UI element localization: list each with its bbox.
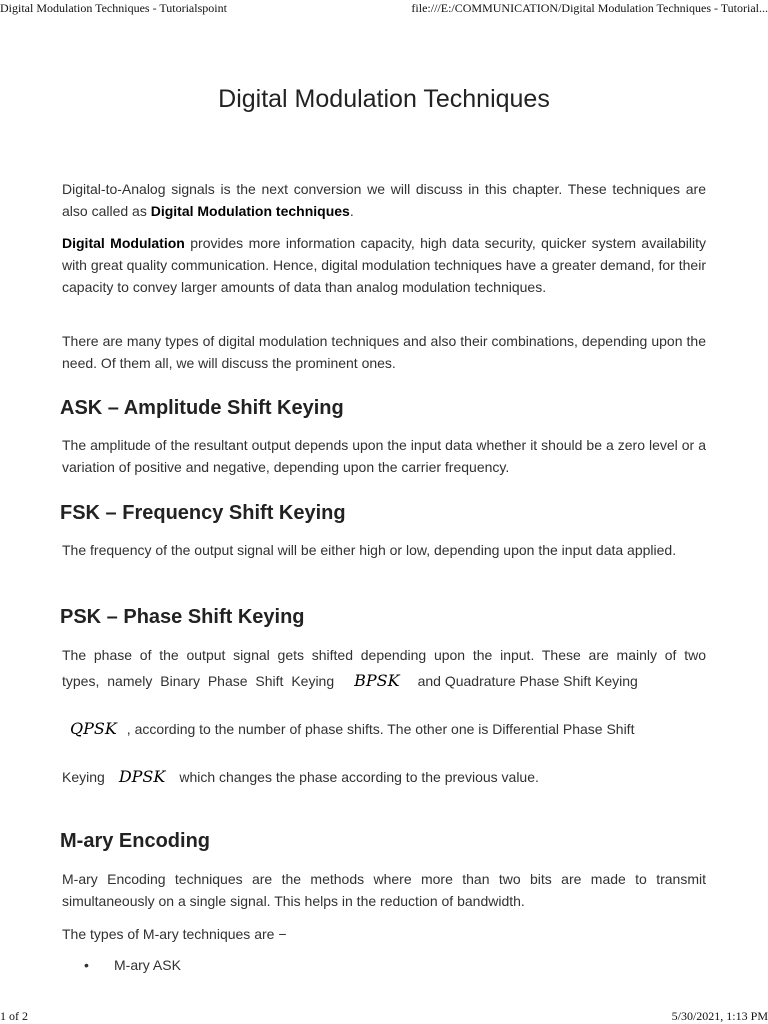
print-header-file-path: file:///E:/COMMUNICATION/Digital Modulation Techniques - Tutorial... [411,1,768,15]
intro-p1-text: Digital-to-Analog signals is the next conversion we will discuss in this chapter. These techniques are also called as [62,181,706,219]
print-header-title: Digital Modulation Techniques - Tutorialspoint [0,1,227,15]
print-footer-timestamp: 5/30/2021, 1:13 PM [671,1009,768,1023]
psk-line2-text-b: and Quadrature Phase Shift Keying [417,673,638,689]
intro-p1-end: . [349,203,354,219]
math-dpsk: DPSK [118,767,166,786]
mary-text: M-ary Encoding techniques are the methods where more than two bits are made to transmit simultaneously on a single signal. This helps in the reduction of bandwidth. [62,871,706,909]
math-qpsk: QPSK [70,719,117,738]
intro-p2-text: provides more information capacity, high data security, quicker system availability with great quality communication. Hence, digital modulation techniques have a greater demand, for their capacity to convey larger amounts of data than analog modulation techniques. [62,235,707,295]
psk-line1-text: The phase of the output signal gets shifted depending upon the input. These are mainly of two [62,647,706,663]
fsk-text: The frequency of the output signal will be either high or low, depending upon the input data applied. [62,542,677,558]
intro-p2-bold: Digital Modulation [62,235,185,251]
intro-paragraph-2 [62,232,706,298]
psk-line2-text-a: types, namely Binary Phase Shift Keying [62,673,335,689]
bullet-icon: • [84,957,89,973]
intro-paragraph-1 [62,178,706,222]
mary-types-intro-text: The types of M-ary techniques are − [62,926,287,942]
psk-line-4 [62,767,706,786]
page-title: Digital Modulation Techniques [218,85,550,113]
psk-heading: PSK – Phase Shift Keying [60,606,305,628]
fsk-heading: FSK – Frequency Shift Keying [60,502,346,524]
psk-line3-text-b: , according to the number of phase shifts. The other one is Differential Phase Shift [126,721,635,737]
ask-paragraph [62,434,706,478]
print-footer [0,1009,768,1024]
mary-types-intro [62,923,706,945]
ask-text: The amplitude of the resultant output depends upon the input data whether it should be a zero level or a variation of positive and negative, depending upon the carrier frequency. [62,437,706,475]
psk-line4-text-b: which changes the phase according to the previous value. [179,769,539,785]
fsk-paragraph [62,539,706,561]
intro-p1-bold: Digital Modulation techniques [150,203,350,219]
print-header [0,1,768,17]
ask-heading: ASK – Amplitude Shift Keying [60,397,344,419]
psk-line4-text-a: Keying [62,769,105,785]
mary-types-list [84,955,181,975]
psk-line-1 [62,644,706,666]
list-item [84,955,181,975]
psk-line-3 [70,719,706,738]
print-footer-page-number: 1 of 2 [0,1009,28,1023]
intro-paragraph-3 [62,330,706,374]
mary-paragraph [62,868,706,912]
psk-line-2 [62,671,706,690]
mary-heading: M-ary Encoding [60,830,211,852]
list-item-label: M-ary ASK [114,957,181,973]
intro-p3-text: There are many types of digital modulation techniques and also their combinations, depending upon the need. Of them all, we will discuss the prominent ones. [62,333,706,371]
math-bpsk: BPSK [354,671,400,690]
